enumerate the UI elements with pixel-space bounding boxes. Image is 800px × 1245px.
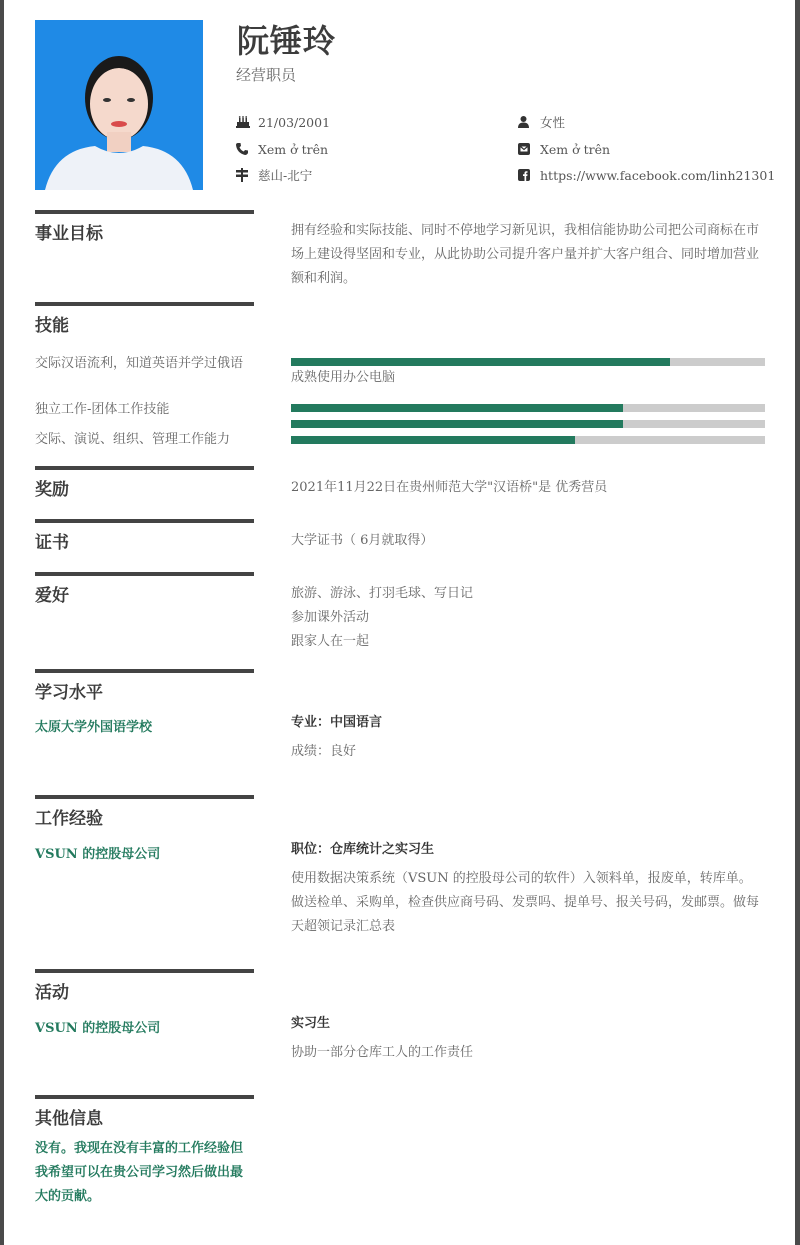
skill-label: 成熟使用办公电脑	[291, 370, 396, 385]
experience-position: 职位：仓库统计之实习生	[291, 842, 435, 857]
address-signpost-icon	[236, 168, 258, 182]
skill-label: 独立工作-团体工作技能	[35, 402, 170, 417]
resume-page	[4, 0, 795, 1245]
skill-label: 交际、演说、组织、管理工作能力	[35, 432, 231, 447]
gender-value: 女性	[540, 115, 566, 130]
email-icon	[518, 143, 540, 155]
section-title: 爱好	[35, 586, 69, 606]
certificate-text: 大学证书（ 6月就取得）	[291, 533, 434, 548]
skill-label: 交际汉语流利，知道英语并学过俄语	[35, 356, 244, 371]
hobby-item: 跟家人在一起	[291, 634, 370, 649]
objective-text: 拥有经验和实际技能、同时不停地学习新见识，我相信能协助公司把公司商标在市场上建设得坚固和专业，从此协助公司提升客户量并扩大客户组合、同时增加营业额和利润。	[291, 223, 760, 286]
activity-role: 实习生	[291, 1016, 331, 1031]
facebook-icon	[518, 169, 540, 181]
school-name: 太原大学外国语学校	[35, 720, 153, 735]
other-info-text: 没有。我现在没有丰富的工作经验但我希望可以在贵公司学习然后做出最大的贡献。	[35, 1141, 244, 1204]
facebook-link[interactable]: https://www.facebook.com/linh21301	[540, 167, 776, 183]
skill-bar-fill	[291, 436, 575, 444]
contact-birthdate	[236, 112, 330, 132]
contact-facebook[interactable]	[518, 165, 775, 185]
section-title: 奖励	[35, 480, 69, 500]
skill-bar-fill	[291, 420, 623, 428]
job-title: 经营职员	[236, 66, 297, 84]
section-divider	[35, 302, 254, 306]
section-title: 事业目标	[35, 224, 103, 244]
activity-organization: VSUN 的控股母公司	[35, 1021, 161, 1036]
section-divider	[35, 1095, 254, 1099]
activity-description: 协助一部分仓库工人的工作责任	[291, 1045, 474, 1060]
section-divider	[35, 572, 254, 576]
skill-bar	[291, 404, 765, 412]
phone-value: Xem ở trên	[258, 141, 329, 157]
award-text: 2021年11月22日在贵州师范大学"汉语桥"是 优秀营员	[291, 480, 608, 495]
email-value: Xem ở trên	[540, 141, 611, 157]
experience-description: 使用数据决策系统（VSUN 的控股母公司的软件）入领料单，报废单，转库单。做送检单、采购单，检查供应商号码、发票吗、提单号、报关号码，发邮票。做每天超领记录汇总表	[291, 871, 760, 934]
contact-email	[518, 139, 610, 159]
section-title: 学习水平	[35, 683, 103, 703]
user-icon	[518, 116, 540, 128]
section-divider	[35, 210, 254, 214]
section-divider	[35, 669, 254, 673]
contact-address	[236, 165, 312, 185]
skill-bar	[291, 420, 765, 428]
address-value: 慈山-北宁	[258, 168, 313, 183]
section-title: 活动	[35, 983, 69, 1003]
profile-photo	[35, 20, 203, 190]
company-name: VSUN 的控股母公司	[35, 847, 161, 862]
section-title: 技能	[35, 316, 69, 336]
phone-icon	[236, 143, 258, 155]
contact-phone	[236, 139, 328, 159]
hobby-item: 参加课外活动	[291, 610, 370, 625]
section-divider	[35, 519, 254, 523]
birthday-cake-icon	[236, 116, 258, 128]
contact-gender	[518, 112, 565, 132]
skill-bar-fill	[291, 358, 670, 366]
skill-bar	[291, 358, 765, 366]
birthdate-value: 21/03/2001	[258, 114, 331, 130]
section-divider	[35, 969, 254, 973]
section-divider	[35, 466, 254, 470]
section-title: 工作经验	[35, 809, 103, 829]
section-divider	[35, 795, 254, 799]
section-title: 证书	[35, 533, 69, 553]
section-title: 其他信息	[35, 1109, 103, 1129]
education-grade: 成绩：良好	[291, 744, 357, 759]
candidate-name: 阮锤玲	[237, 22, 337, 60]
hobby-item: 旅游、游泳、打羽毛球、写日记	[291, 586, 474, 601]
skill-bar	[291, 436, 765, 444]
skill-bar-fill	[291, 404, 623, 412]
education-major: 专业：中国语言	[291, 715, 383, 730]
